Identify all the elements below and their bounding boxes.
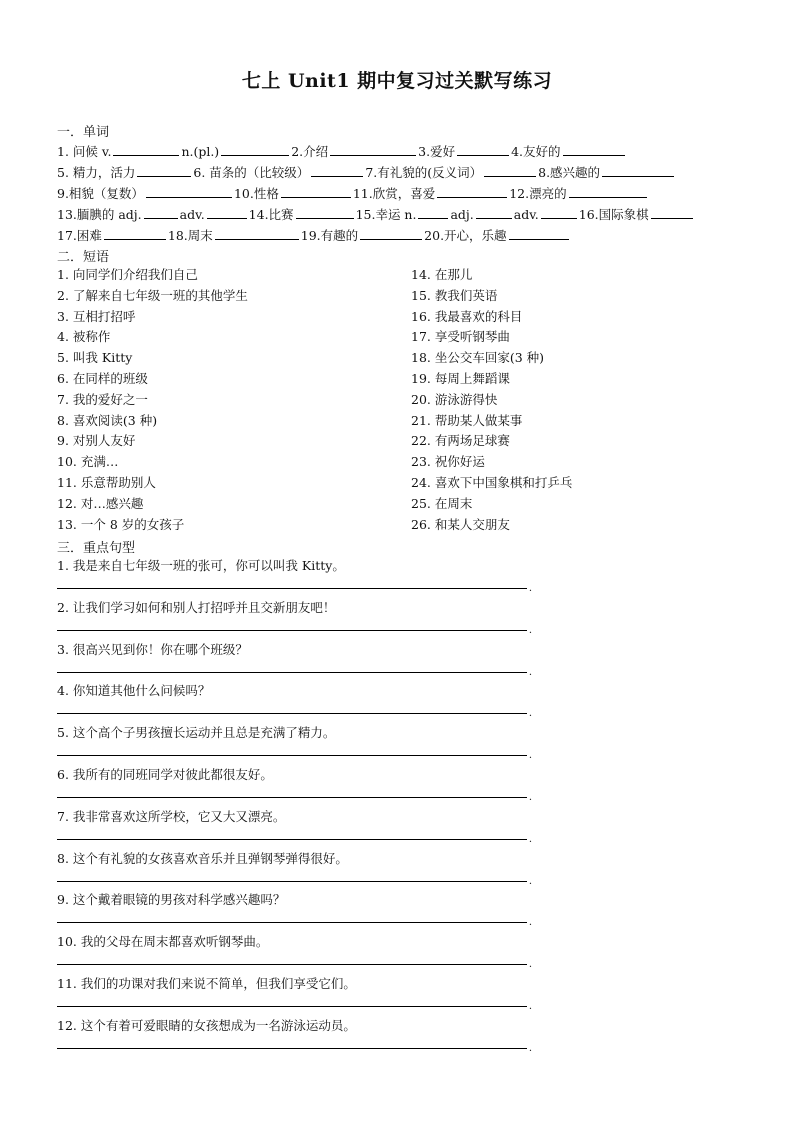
phrase-item: 10. 充满… [57,454,119,470]
vocab-label: 8.感兴趣的 [538,165,601,180]
sentence-prompt: 6. 我所有的同班同学对彼此都很友好。 [57,766,273,782]
section-vocab-heading: 一．单词 [57,125,110,140]
vocab-label: 6. 苗条的（比较级） [193,165,310,180]
sentence-item [57,638,532,680]
phrase-item: 24. 喜欢下中国象棋和打乒乓 [411,474,573,490]
sentence-item [57,679,532,721]
line-end-mark: . [528,791,532,803]
phrase-column-left [57,265,248,535]
vocab-block [57,141,747,246]
vocab-label: 15.幸运 n. [355,207,417,222]
sentence-item [57,596,532,638]
phrase-item: 6. 在同样的班级 [57,370,148,386]
vocab-label: adv. [179,207,205,222]
vocab-blank[interactable] [137,162,191,177]
vocab-label: 13.腼腆的 adj. [57,207,142,222]
vocab-blank[interactable] [113,141,179,156]
answer-line[interactable] [57,954,532,971]
vocab-blank[interactable] [541,204,577,219]
section-sentences-heading: 三．重点句型 [57,541,136,556]
sentence-item [57,721,532,763]
phrase-item: 14. 在那儿 [411,267,473,282]
phrase-item: 4. 被称作 [57,329,111,345]
phrase-item: 12. 对…感兴趣 [57,495,144,511]
answer-line[interactable] [57,745,532,762]
vocab-blank[interactable] [146,183,232,198]
vocab-blank[interactable] [437,183,507,198]
phrase-column-right [411,265,572,535]
vocab-label: adv. [513,207,539,222]
vocab-blank[interactable] [457,141,509,156]
vocab-blank[interactable] [311,162,363,177]
vocab-label: 3.爱好 [418,144,456,159]
sentence-list [57,554,532,1056]
phrase-item: 16. 我最喜欢的科目 [411,308,523,324]
vocab-blank[interactable] [602,162,674,177]
sentence-prompt: 12. 这个有着可爱眼睛的女孩想成为一名游泳运动员。 [57,1017,356,1033]
answer-line[interactable] [57,578,532,594]
vocab-label: n.(pl.) [181,144,220,159]
vocab-label: 18.周末 [167,228,213,243]
phrase-item: 25. 在周末 [411,495,473,511]
vocab-blank[interactable] [215,225,299,240]
answer-line[interactable] [57,1038,532,1054]
phrase-item: 8. 喜欢阅读(3 种) [57,412,158,428]
vocab-blank[interactable] [281,183,351,198]
answer-line[interactable] [57,662,532,678]
phrase-item: 2. 了解来自七年级一班的其他学生 [57,287,248,303]
vocab-blank[interactable] [484,162,536,177]
sentence-prompt: 11. 我们的功课对我们来说不简单，但我们享受它们。 [57,975,356,991]
line-end-mark: . [528,1042,532,1054]
phrase-item: 21. 帮助某人做某事 [411,412,523,428]
sentence-prompt: 4. 你知道其他什么问候吗？ [57,683,211,699]
phrase-item: 5. 叫我 Kitty [57,350,133,366]
answer-line[interactable] [57,871,532,887]
vocab-line-1 [57,141,747,162]
sentence-prompt: 8. 这个有礼貌的女孩喜欢音乐并且弹钢琴弹得很好。 [57,850,348,866]
vocab-blank[interactable] [330,141,416,156]
answer-line[interactable] [57,703,532,720]
vocab-blank[interactable] [296,204,354,219]
vocab-label: 5. 精力，活力 [57,165,136,180]
sentence-prompt: 10. 我的父母在周末都喜欢听钢琴曲。 [57,934,269,950]
answer-line[interactable] [57,829,532,845]
phrase-item: 19. 每周上舞蹈课 [411,370,510,386]
line-end-mark: . [528,833,532,845]
vocab-blank[interactable] [569,183,647,198]
section-phrases-heading: 二．短语 [57,250,110,265]
vocab-blank[interactable] [563,141,625,156]
vocab-blank[interactable] [360,225,422,240]
sentence-item [57,972,532,1014]
sentence-prompt: 1. 我是来自七年级一班的张可，你可以叫我 Kitty。 [57,558,345,573]
sentence-prompt: 2. 让我们学习如何和别人打招呼并且交新朋友吧！ [57,599,336,615]
vocab-label: 17.困难 [57,228,102,243]
phrase-item: 17. 享受听钢琴曲 [411,329,510,345]
sentence-item [57,805,532,847]
answer-line[interactable] [57,996,532,1012]
phrase-item: 9. 对别人友好 [57,433,136,449]
line-end-mark: . [528,708,532,720]
vocab-blank[interactable] [418,204,448,219]
line-end-mark: . [528,1000,532,1012]
phrase-item: 15. 教我们英语 [411,287,498,303]
answer-line[interactable] [57,912,532,929]
phrase-item: 22. 有两场足球赛 [411,433,510,449]
sentence-prompt: 7. 我非常喜欢这所学校，它又大又漂亮。 [57,808,286,824]
page-title: 七上 Unit1 期中复习过关默写练习 [241,70,553,92]
line-end-mark: . [528,624,532,636]
vocab-label: 7.有礼貌的(反义词） [365,165,483,180]
sentence-prompt: 3. 很高兴见到你！你在哪个班级？ [57,641,248,657]
vocab-label: 10.性格 [233,186,279,201]
sentence-item [57,888,532,930]
phrase-item: 1. 向同学们介绍我们自己 [57,267,198,282]
sentence-item [57,847,532,889]
line-end-mark: . [528,666,532,678]
vocab-blank[interactable] [221,141,289,156]
vocab-line-3 [57,183,747,204]
line-end-mark: . [528,750,532,762]
vocab-blank[interactable] [651,204,693,219]
vocab-label: adj. [450,207,474,222]
vocab-line-4 [57,204,747,225]
answer-line[interactable] [57,787,532,803]
phrase-item: 7. 我的爱好之一 [57,391,148,407]
sentence-prompt: 5. 这个高个子男孩擅长运动并且总是充满了精力。 [57,725,336,741]
phrase-item: 23. 祝你好运 [411,454,485,470]
vocab-blank[interactable] [104,225,166,240]
vocab-label: 16.国际象棋 [578,207,649,222]
line-end-mark: . [528,917,532,929]
vocab-line-5 [57,225,747,246]
line-end-mark: . [528,875,532,887]
sentence-item [57,763,532,805]
vocab-label: 20.开心，乐趣 [424,228,507,243]
vocab-label: 2.介绍 [291,144,329,159]
vocab-line-2 [57,162,747,183]
phrase-item: 20. 游泳游得快 [411,391,498,407]
vocab-blank[interactable] [207,204,247,219]
phrase-item: 18. 坐公交车回家(3 种) [411,350,545,366]
vocab-label: 4.友好的 [511,144,561,159]
line-end-mark: . [528,583,532,594]
answer-line[interactable] [57,620,532,636]
vocab-label: 14.比赛 [248,207,294,222]
phrase-item: 26. 和某人交朋友 [411,516,510,532]
sentence-item [57,1014,532,1056]
vocab-blank[interactable] [476,204,512,219]
sentence-item [57,930,532,972]
phrase-item: 3. 互相打招呼 [57,308,136,324]
sentence-item [57,554,532,596]
line-end-mark: . [528,959,532,971]
vocab-label: 19.有趣的 [300,228,359,243]
phrase-item: 13. 一个 8 岁的女孩子 [57,516,185,532]
vocab-label: 9.相貌（复数） [57,186,144,201]
vocab-label: 12.漂亮的 [509,186,567,201]
sentence-prompt: 9. 这个戴着眼镜的男孩对科学感兴趣吗？ [57,892,286,908]
vocab-label: 11.欣赏，喜爱 [352,186,436,201]
vocab-label: 1. 问候 v. [57,144,112,159]
vocab-blank[interactable] [144,204,178,219]
vocab-blank[interactable] [509,225,569,240]
phrase-item: 11. 乐意帮助别人 [57,474,156,490]
